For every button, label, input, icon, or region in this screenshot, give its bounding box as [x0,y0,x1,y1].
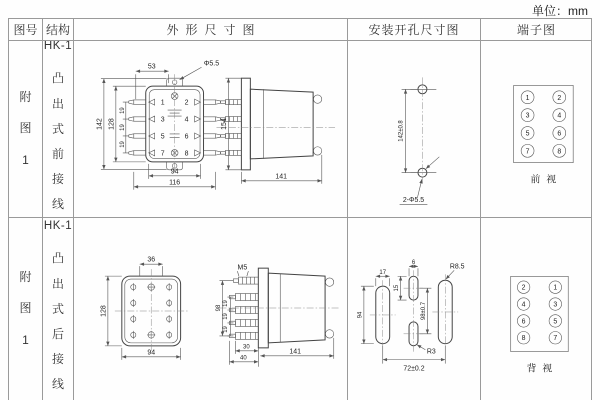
row1-install-holes [411,77,437,184]
dim-94-install: 94 [357,311,364,318]
dim-19c-r2: 19 [222,325,229,333]
term-r2-2: 1 [553,284,558,292]
dim-53: 53 [147,63,156,71]
dim-36: 36 [147,256,156,264]
front-terminal-1: 1 [160,99,165,107]
term-r2-6: 5 [553,317,558,325]
unit-label: 单位：mm [532,4,588,18]
term-2: 2 [557,94,562,102]
row1-front-dims [96,60,219,189]
term-5: 5 [525,129,530,137]
term-4: 4 [557,112,562,120]
term-r2-1: 2 [521,284,526,292]
dim-98-07: 98±0.7 [420,301,427,320]
dim-19a-r2: 19 [222,299,229,307]
dim-141: 141 [275,172,288,180]
front-terminal-8: 8 [184,149,189,157]
dim-142: 142 [96,117,104,130]
row1-terminal-cell [480,40,592,217]
front-terminal-2: 2 [184,99,189,107]
dim-19b-r2: 19 [222,312,229,320]
dim-72-02: 72±0.2 [403,365,425,373]
header-fig-no: 图号 [8,18,42,40]
terminal-outline [514,85,573,162]
dim-116: 116 [169,178,181,186]
dim-30: 30 [243,343,250,350]
row2-front-view [115,269,188,353]
row1-model: HK-1 [43,40,73,53]
front-terminal-5: 5 [160,132,165,140]
row2-outline-drawing [74,218,347,400]
front-terminal-7: 7 [160,149,165,157]
header-install: 安装开孔尺寸图 [347,18,480,40]
term-r2-3: 4 [521,301,526,309]
term-3: 3 [525,112,530,120]
row1-install-cell [347,40,480,217]
dim-142-08: 142±0.8 [398,119,405,142]
dim-98: 98 [215,304,222,311]
header-structure: 结构 [42,18,73,40]
row1-install-drawing [348,41,480,218]
label-r85: R8.5 [449,262,465,270]
row1-structure [42,40,73,217]
row2-side-view [219,268,339,348]
row1-install-dims [399,89,440,204]
dim-141-r2: 141 [289,347,302,355]
row2-install-cell [347,217,480,400]
row1-fig-no-text: 附图1 [19,90,32,167]
row2-model: HK-1 [43,220,73,233]
dim-17: 17 [379,269,387,276]
header-terminal: 端子图 [480,18,592,40]
row2-terminal-diagram [481,218,592,400]
row2-fig-no [8,217,42,400]
dim-19a: 19 [119,106,126,114]
dim-15: 15 [394,284,401,291]
dim-94: 94 [170,167,179,175]
row2-install-slots [370,270,458,351]
dim-hole: Φ5.5 [203,60,220,68]
spec-table [8,18,592,400]
dim-94-r2: 94 [147,348,156,356]
view-label-front: 前视 [530,174,563,186]
dim-128-r2: 128 [100,304,108,317]
header-outline: 外形尺寸图 [73,18,347,40]
row2-install-drawing [348,218,480,400]
label-m5: M5 [237,264,248,272]
dim-128: 128 [108,117,116,130]
row2-front-dims [100,256,180,359]
term-r2-5: 6 [521,317,526,325]
row1-outline-drawing [74,41,347,218]
row1-side-dims [221,78,322,184]
label-r3: R3 [426,348,436,356]
view-label-rear: 背视 [526,362,559,374]
term-r2-4: 3 [553,301,558,309]
dim-40: 40 [240,354,247,361]
row1-terminal-diagram [481,41,592,218]
row2-fig-no-text: 附图1 [19,270,32,347]
label-2-d5_5: 2-Φ5.5 [402,196,425,204]
term-1: 1 [525,94,530,102]
term-r2-7: 8 [521,334,526,342]
front-terminal-4: 4 [184,116,189,124]
term-8: 8 [557,147,562,155]
dim-6: 6 [411,259,416,266]
row2-structure [42,217,73,400]
row2-structure-text: 凸出式后接线 [51,251,64,392]
row2-outline-cell [73,217,347,400]
term-r2-8: 7 [553,334,558,342]
dim-154: 154 [220,117,228,130]
row1-fig-no [8,40,42,217]
dim-19b: 19 [119,123,126,131]
row2-terminal-cell [480,217,592,400]
row1-front-view [129,74,221,174]
dim-19c: 19 [119,140,126,148]
term-6: 6 [557,129,562,137]
front-terminal-6: 6 [184,132,189,140]
row1-outline-cell [73,40,347,217]
row1-side-view [216,78,335,170]
term-7: 7 [525,147,530,155]
front-terminal-3: 3 [160,116,165,124]
terminal-outline-rear [511,276,568,351]
row1-structure-text: 凸出式前接线 [51,71,64,212]
